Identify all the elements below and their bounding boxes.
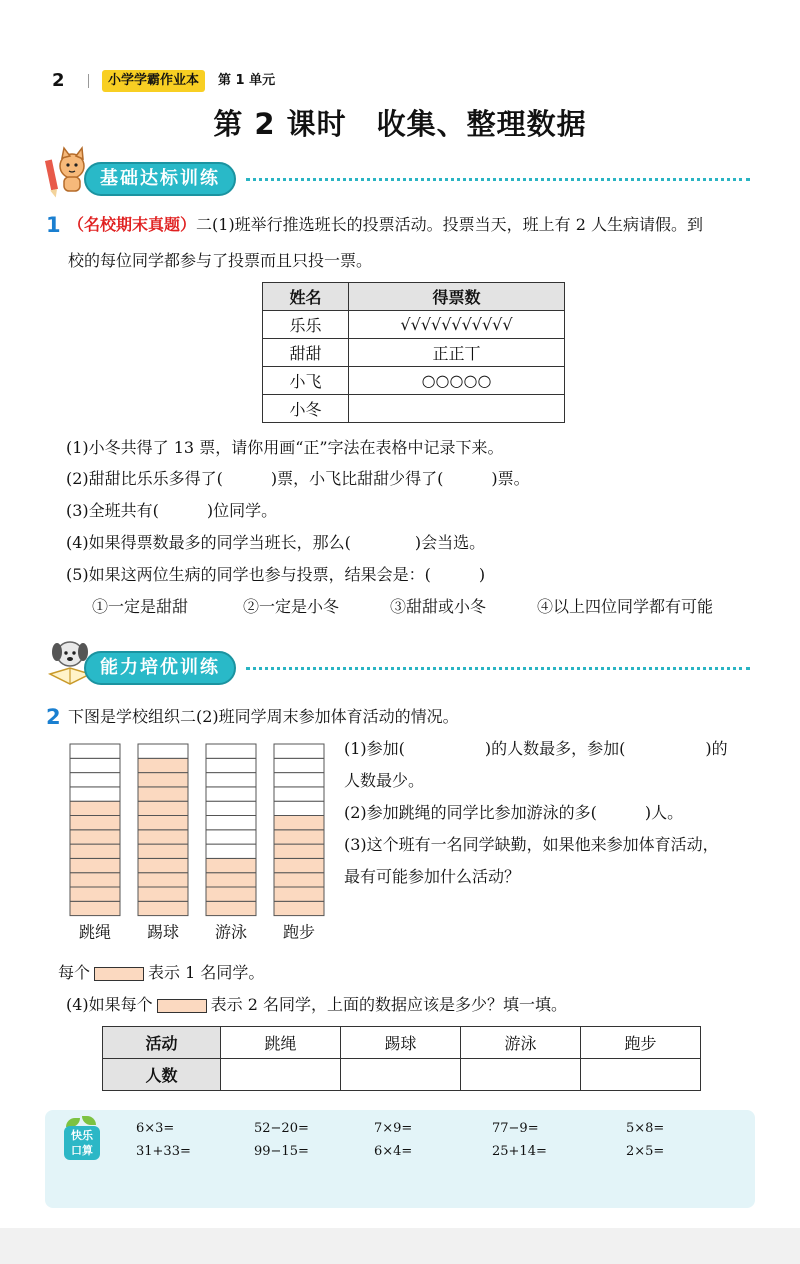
table-header-name: 姓名 [263, 283, 349, 311]
answer-cell-count[interactable] [221, 1059, 341, 1091]
bar-cell-filled [70, 844, 120, 858]
equation[interactable]: 5×8= [626, 1121, 665, 1136]
option-2[interactable]: ②一定是小冬 [243, 597, 340, 616]
oral-label-line1: 快乐 [71, 1129, 93, 1142]
equation[interactable]: 25+14= [492, 1144, 547, 1159]
bar-cell-filled [138, 901, 188, 915]
subquestion-1-cont: 人数最少。 [344, 771, 425, 790]
page-number: 2 [52, 70, 65, 91]
subquestion-3: (3)这个班有一名同学缺勤，如果他来参加体育活动， [344, 835, 719, 854]
bar-cell-filled [206, 873, 256, 887]
table-cell-name: 小冬 [263, 395, 349, 423]
bar-cell-filled [138, 858, 188, 872]
bar-cell-filled [138, 844, 188, 858]
subquestion-2: (2)甜甜比乐乐多得了( )票，小飞比甜甜少得了( )票。 [66, 469, 530, 488]
bar-cell-filled [274, 858, 324, 872]
bar-cell-filled [70, 901, 120, 915]
equation[interactable]: 2×5= [626, 1144, 665, 1159]
bar-cell-empty [206, 744, 256, 758]
equation[interactable]: 6×3= [136, 1121, 175, 1136]
exam-tag: （名校期末真题） [68, 215, 197, 234]
subquestion-5: (5)如果这两位生病的同学也参与投票，结果会是：( ) [66, 565, 486, 584]
series-badge: 小学学霸作业本 [102, 70, 205, 92]
bar-cell-filled [138, 758, 188, 772]
bar-cell-filled [138, 887, 188, 901]
bar-cell-empty [70, 773, 120, 787]
bar-cell-filled [274, 844, 324, 858]
section-divider [246, 667, 750, 670]
subquestion-1: (1)小冬共得了 13 票，请你用画“正”字法在表格中记录下来。 [66, 438, 504, 457]
answer-cell-count[interactable] [581, 1059, 701, 1091]
table-cell-activity: 跑步 [581, 1027, 701, 1059]
table-cell-activity: 游泳 [461, 1027, 581, 1059]
table-cell-votes: ○○○○○ [349, 367, 565, 395]
bar-cell-empty [274, 787, 324, 801]
vote-table [262, 282, 565, 423]
bar-cell-empty [274, 773, 324, 787]
bar-cell-filled [274, 816, 324, 830]
bar-cell-filled [274, 887, 324, 901]
lesson-title: 第 2 课时 收集、整理数据 [213, 107, 587, 141]
bar-cell-filled [206, 887, 256, 901]
table-cell-name: 小飞 [263, 367, 349, 395]
oral-label-line2: 口算 [71, 1144, 93, 1157]
question-number: 2 [46, 705, 61, 729]
bar-cell-filled [138, 773, 188, 787]
bar-cell-empty [274, 744, 324, 758]
table-header-count: 人数 [103, 1059, 221, 1091]
activity-table [102, 1026, 701, 1091]
question-text: 下图是学校组织二(2)班同学周末参加体育活动的情况。 [68, 707, 459, 726]
equation[interactable]: 52−20= [254, 1121, 309, 1136]
table-header-activity: 活动 [103, 1027, 221, 1059]
table-header-row [103, 1027, 701, 1059]
chart-legend [58, 962, 264, 984]
bar-cell-empty [206, 758, 256, 772]
question-text [68, 214, 703, 236]
bar-cell-empty [138, 744, 188, 758]
legend-prefix: 每个 [58, 963, 91, 982]
legend-suffix: 表示 1 名同学。 [148, 963, 265, 982]
section-divider [246, 178, 750, 181]
equation[interactable]: 77−9= [492, 1121, 539, 1136]
option-1[interactable]: ①一定是甜甜 [92, 597, 189, 616]
bar-cell-filled [70, 858, 120, 872]
key-box [157, 999, 207, 1013]
question-text-line1: 二(1)班举行推选班长的投票活动。投票当天，班上有 2 人生病请假。到 [196, 215, 704, 234]
bar-cell-empty [70, 787, 120, 801]
answer-cell-count[interactable] [341, 1059, 461, 1091]
bar-cell-filled [138, 801, 188, 815]
bar-cell-filled [138, 787, 188, 801]
bar-cell-filled [274, 873, 324, 887]
subquestion-4 [66, 994, 567, 1016]
bar-cell-filled [70, 873, 120, 887]
bar-cell-empty [206, 773, 256, 787]
answer-cell-count[interactable] [461, 1059, 581, 1091]
subquestion-2: (2)参加跳绳的同学比参加游泳的多( )人。 [344, 803, 684, 822]
bar-column-2 [206, 744, 256, 916]
section-banner-basic: 基础达标训练 [84, 162, 236, 196]
bar-cell-filled [70, 816, 120, 830]
answer-cell-votes[interactable] [349, 395, 565, 423]
table-cell-name: 甜甜 [263, 339, 349, 367]
x-tick-label: 踢球 [146, 922, 180, 940]
subquestion-4: (4)如果得票数最多的同学当班长，那么( )会当选。 [66, 533, 486, 552]
table-cell-votes: √√√√√√√√√√√ [349, 311, 565, 339]
bar-cell-filled [138, 830, 188, 844]
subquestion-1: (1)参加( )的人数最多，参加( )的 [344, 739, 728, 758]
table-cell-activity: 踢球 [341, 1027, 461, 1059]
bar-cell-filled [70, 801, 120, 815]
bar-cell-empty [70, 758, 120, 772]
table-header-row [263, 283, 565, 311]
option-4[interactable]: ④以上四位同学都有可能 [537, 597, 714, 616]
equation[interactable]: 7×9= [374, 1121, 413, 1136]
table-row [103, 1059, 701, 1091]
table-row [263, 311, 565, 339]
bar-cell-empty [274, 758, 324, 772]
unit-label: 第 1 单元 [218, 73, 276, 88]
bar-cell-filled [274, 830, 324, 844]
table-cell-activity: 跳绳 [221, 1027, 341, 1059]
question-number: 1 [46, 213, 61, 237]
x-tick-label: 跑步 [282, 922, 316, 940]
bar-column-0 [70, 744, 120, 916]
bar-cell-filled [70, 887, 120, 901]
header-divider [88, 74, 89, 88]
subquestion-4-suffix: 表示 2 名同学，上面的数据应该是多少？填一填。 [210, 995, 568, 1014]
subquestion-3: (3)全班共有( )位同学。 [66, 501, 278, 520]
bar-cell-empty [206, 830, 256, 844]
bar-cell-empty [206, 816, 256, 830]
legend-key-box [94, 967, 144, 981]
x-tick-label: 跳绳 [78, 922, 112, 940]
bar-cell-empty [274, 801, 324, 815]
question-text-line2: 校的每位同学都参与了投票而且只投一票。 [68, 251, 373, 270]
table-row [263, 395, 565, 423]
section-banner-advanced: 能力培优训练 [84, 651, 236, 685]
table-header-votes: 得票数 [349, 283, 565, 311]
subquestion-3-cont: 最有可能参加什么活动？ [344, 867, 521, 886]
x-tick-label: 游泳 [214, 922, 248, 940]
bar-cell-filled [138, 873, 188, 887]
option-3[interactable]: ③甜甜或小冬 [390, 597, 487, 616]
bar-cell-filled [70, 830, 120, 844]
bar-cell-empty [70, 744, 120, 758]
bar-cell-empty [206, 801, 256, 815]
bar-cell-filled [206, 901, 256, 915]
oral-math-label [64, 1126, 100, 1160]
activity-bar-chart [60, 740, 340, 940]
bar-cell-empty [206, 844, 256, 858]
equation[interactable]: 31+33= [136, 1144, 191, 1159]
table-row [263, 367, 565, 395]
bar-cell-filled [206, 858, 256, 872]
bar-cell-filled [138, 816, 188, 830]
bar-cell-filled [274, 901, 324, 915]
table-cell-name: 乐乐 [263, 311, 349, 339]
equation[interactable]: 99−15= [254, 1144, 309, 1159]
subquestion-4-prefix: (4)如果每个 [66, 995, 153, 1014]
table-row [263, 339, 565, 367]
equation[interactable]: 6×4= [374, 1144, 413, 1159]
bar-column-3 [274, 744, 324, 916]
bar-cell-empty [206, 787, 256, 801]
table-cell-votes: 正正丅 [349, 339, 565, 367]
bar-column-1 [138, 744, 188, 916]
